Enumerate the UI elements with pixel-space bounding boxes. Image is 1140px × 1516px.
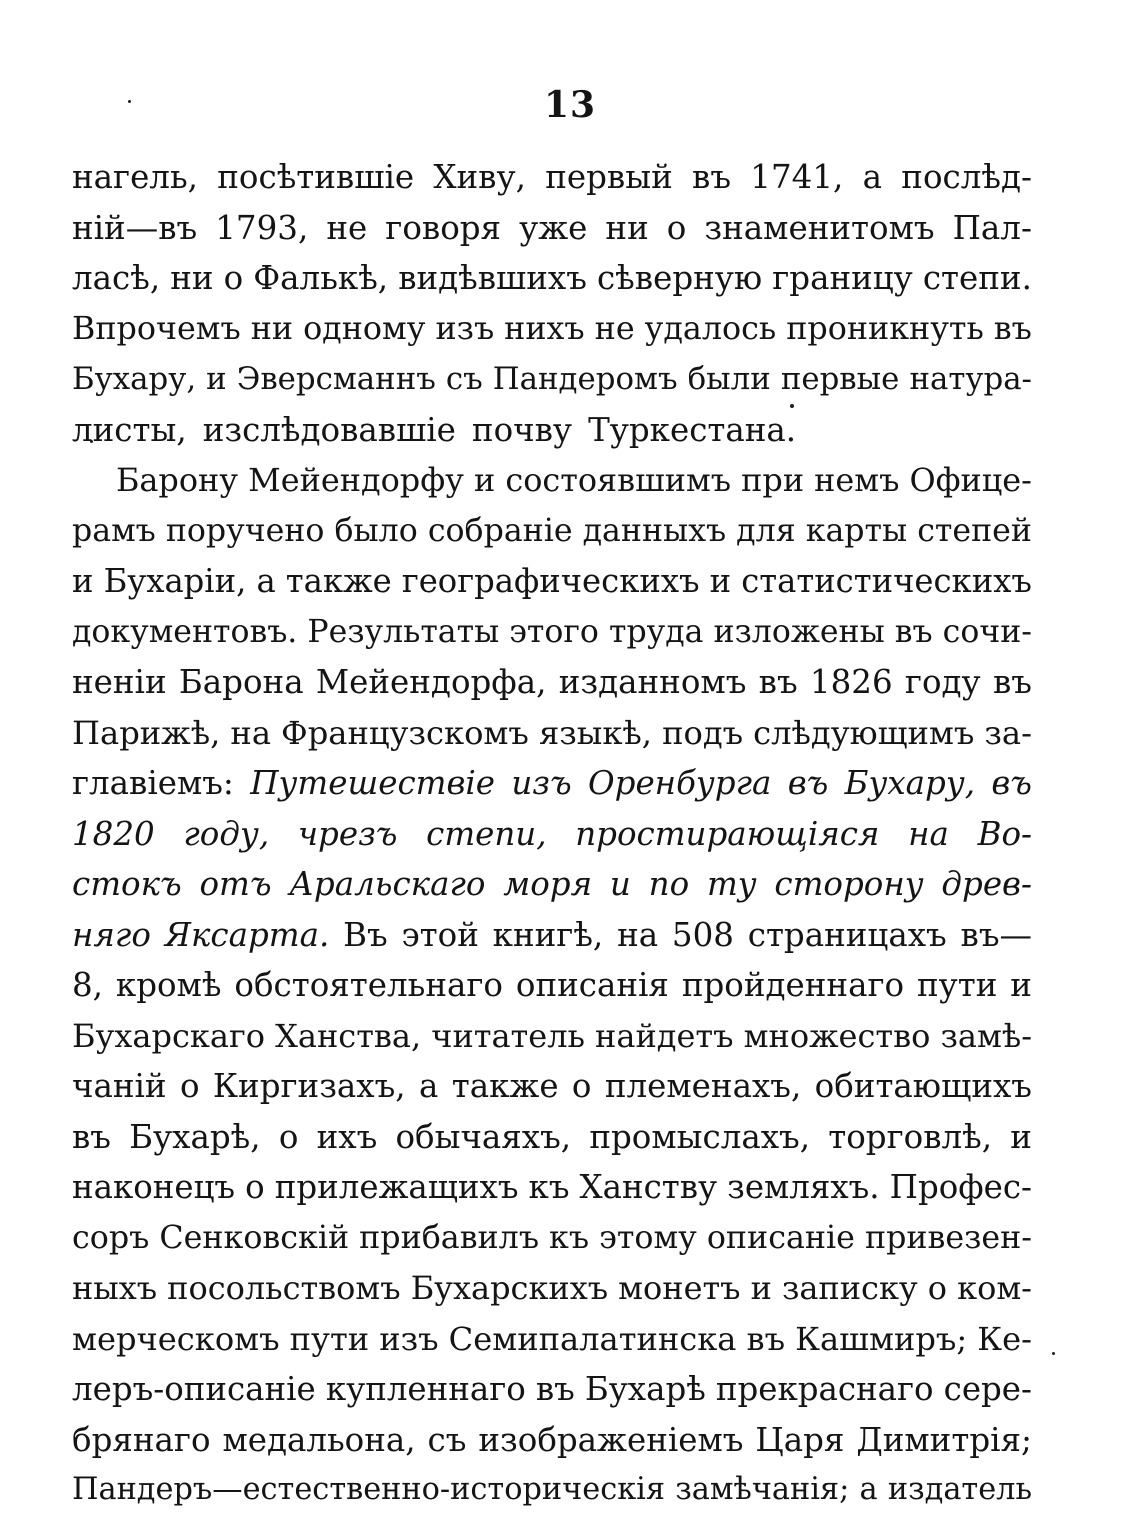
word: 8, <box>72 966 104 1004</box>
word: Киргизахъ, <box>212 1067 406 1105</box>
word: ком- <box>957 1269 1032 1307</box>
word: монетъ <box>618 1269 741 1307</box>
text-line <box>72 910 1032 961</box>
word: слѣдующимъ <box>753 713 975 752</box>
word: Барона <box>178 663 304 701</box>
word: не <box>326 208 368 247</box>
italic-word: степи, <box>426 814 547 853</box>
word: удалось <box>644 310 777 347</box>
word: къ <box>549 1219 590 1256</box>
text-line <box>72 1263 1032 1314</box>
text-line <box>72 1213 1032 1264</box>
word: Семипалатинска <box>448 1319 737 1358</box>
word: Въ <box>343 915 388 954</box>
italic-word: и <box>609 865 631 903</box>
word: 508 <box>671 915 734 954</box>
word: Фалькѣ, <box>253 259 389 297</box>
word: Ханству <box>579 1168 718 1206</box>
word: языкѣ, <box>538 713 653 752</box>
word: также <box>451 1067 559 1105</box>
paragraph-first-line <box>72 455 1032 506</box>
word: о <box>571 1067 592 1105</box>
word: не <box>594 310 635 347</box>
word: Бухарѣ, <box>129 1117 261 1156</box>
word: соръ <box>72 1219 150 1256</box>
page-number: 13 <box>543 84 597 126</box>
word: племенахъ, <box>604 1067 802 1105</box>
word: въ <box>72 1117 111 1156</box>
word: и <box>206 361 227 397</box>
word: въ <box>894 613 933 650</box>
text-line <box>72 506 1032 557</box>
word: поручено <box>165 512 325 549</box>
word: состоявшимъ <box>505 461 732 499</box>
word: Царя <box>755 1420 845 1459</box>
word: въ <box>692 158 731 196</box>
word: съ <box>427 1420 467 1459</box>
italic-word: Яксарта. <box>164 915 330 954</box>
italic-word: по <box>648 865 690 903</box>
word: ній—въ <box>72 208 198 247</box>
word: были <box>687 361 771 397</box>
word: сѣверную <box>596 259 763 297</box>
word: было <box>334 512 418 549</box>
word: Ке- <box>977 1319 1032 1358</box>
word: и <box>1010 966 1032 1004</box>
word: знаменитомъ <box>704 208 935 247</box>
word: Впрочемъ <box>72 310 241 347</box>
word: въ <box>746 1319 786 1358</box>
word: брянаго <box>72 1420 211 1459</box>
word: земляхъ. <box>727 1168 880 1206</box>
word: рамъ <box>72 512 156 549</box>
italic-word: Путешествіе <box>250 764 496 802</box>
italic-word: 1820 <box>72 814 155 853</box>
word: Пандеръ—естественно-историческія <box>72 1472 666 1507</box>
text-line <box>72 1415 1032 1466</box>
word: сочи- <box>942 613 1032 650</box>
word: географическихъ <box>401 562 700 600</box>
word: Бухарѣ <box>584 1370 706 1408</box>
word: Сенковскій <box>159 1219 350 1256</box>
text-line <box>72 1011 1032 1062</box>
print-speck <box>1052 1352 1055 1355</box>
word: этому <box>599 1219 697 1256</box>
text-line <box>72 1162 1032 1213</box>
word: книгѣ, <box>492 915 604 954</box>
word: обитающихъ <box>814 1067 1032 1105</box>
word: замѣчанія; <box>675 1472 850 1507</box>
word: Ханства, <box>275 1016 422 1055</box>
word: этого <box>509 613 599 650</box>
italic-word: Бухару, <box>844 764 976 802</box>
text-line <box>72 203 1032 254</box>
word: первый <box>545 158 673 196</box>
text-line <box>72 809 1032 860</box>
word: Бухарскаго <box>72 1016 265 1055</box>
word: въ— <box>960 915 1032 954</box>
word: изображеніемъ <box>478 1420 744 1459</box>
word: пути <box>289 1319 370 1358</box>
word: замѣ- <box>940 1016 1032 1055</box>
word: и <box>72 562 94 600</box>
word: найдетъ <box>595 1016 734 1055</box>
italic-word: году, <box>183 814 270 853</box>
text-line <box>72 152 1032 203</box>
text-line <box>72 960 1032 1011</box>
word: для <box>736 512 796 549</box>
word: издатель <box>887 1472 1032 1507</box>
italic-word: ту <box>706 865 757 903</box>
word: ласѣ, <box>72 259 161 297</box>
word: данныхъ <box>582 512 727 549</box>
word: немъ <box>814 461 900 499</box>
word: 1826 <box>809 663 893 701</box>
word: Бухаріи, <box>103 562 247 600</box>
word: а <box>862 158 882 196</box>
italic-word: древ- <box>941 865 1032 903</box>
word: записку <box>781 1269 918 1307</box>
word: собраніе <box>427 512 573 549</box>
italic-word: Во- <box>977 814 1032 853</box>
word: торговлѣ, <box>828 1117 993 1156</box>
word: степи. <box>922 259 1032 297</box>
word: пути <box>916 966 998 1004</box>
word: прилежащихъ <box>274 1168 519 1206</box>
word: при <box>741 461 805 499</box>
word: посольствомъ <box>167 1269 401 1307</box>
word: къ <box>528 1168 570 1206</box>
word: одному <box>303 310 426 347</box>
italic-word: моря <box>503 865 593 903</box>
word: ныхъ <box>72 1269 158 1307</box>
word: изслѣдовавшіе <box>202 410 456 449</box>
word: подъ <box>662 713 744 752</box>
word: послѣд- <box>901 158 1032 196</box>
text-line <box>72 657 1032 708</box>
text-line <box>72 253 1032 304</box>
word: изданномъ <box>558 663 747 701</box>
word: Французскомъ <box>281 713 529 752</box>
word: ни <box>250 310 294 347</box>
word: ихъ <box>316 1117 378 1156</box>
italic-word: Аральскаго <box>289 865 486 903</box>
word: изложены <box>713 613 885 650</box>
word: обстоятельнаго <box>234 966 503 1004</box>
italic-word: въ <box>991 764 1032 802</box>
word: а <box>419 1067 439 1105</box>
word: изъ <box>379 1319 439 1358</box>
word: на <box>230 713 271 752</box>
text-line <box>72 405 1032 456</box>
word: а <box>859 1472 878 1507</box>
word: о <box>223 259 244 297</box>
word: страницахъ <box>747 915 947 954</box>
word: чаній <box>72 1067 167 1105</box>
text-line <box>72 859 1032 910</box>
word: въ <box>993 310 1032 347</box>
word: Туркестана. <box>588 410 797 449</box>
word: Офице- <box>909 461 1032 499</box>
word: Результаты <box>307 613 500 650</box>
word: ни <box>605 208 649 247</box>
body-text <box>72 152 1032 1516</box>
word: 1741, <box>750 158 844 196</box>
word: въ <box>758 663 798 701</box>
word: статистическихъ <box>741 562 1032 600</box>
text-line <box>72 1465 1032 1516</box>
italic-word: няго <box>72 915 151 954</box>
word: этой <box>401 915 479 954</box>
word: неніи <box>72 663 167 701</box>
word: Парижѣ, <box>72 713 221 752</box>
text-line <box>72 1364 1032 1415</box>
word: о <box>666 208 687 247</box>
word: о <box>278 1117 299 1156</box>
word: документовъ. <box>72 613 298 650</box>
word: изъ <box>435 310 495 347</box>
text-line <box>72 1061 1032 1112</box>
word: границу <box>772 259 913 297</box>
text-line <box>72 758 1032 809</box>
word: наконецъ <box>72 1168 236 1206</box>
word: прибавилъ <box>359 1219 539 1256</box>
word: Димитрія; <box>856 1420 1032 1459</box>
word: посѣтившіе <box>217 158 415 196</box>
word: мерческомъ <box>72 1319 280 1358</box>
word: медальона, <box>222 1420 416 1459</box>
text-line <box>72 304 1032 355</box>
word: видѣвшихъ <box>398 259 587 297</box>
text-line <box>72 708 1032 759</box>
word: на <box>617 915 659 954</box>
word: ни <box>170 259 214 297</box>
word: Бухарскихъ <box>410 1269 609 1307</box>
word: о <box>245 1168 265 1206</box>
italic-word: Оренбурга <box>588 764 772 802</box>
text-line <box>72 354 1032 405</box>
word: и <box>709 562 732 600</box>
text-line <box>72 607 1032 658</box>
word: также <box>285 562 392 600</box>
italic-word: чрезъ <box>297 814 398 853</box>
italic-word: отъ <box>199 865 272 903</box>
italic-word: сторону <box>774 865 924 903</box>
word: нихъ <box>504 310 585 347</box>
word: Хиву, <box>433 158 526 196</box>
italic-word: простирающіяся <box>575 814 880 853</box>
word: леръ-описаніе <box>72 1370 316 1408</box>
word: листы, <box>72 410 187 449</box>
italic-word: стокъ <box>72 865 182 903</box>
word: Мейендорфу <box>248 461 464 499</box>
word: степей <box>917 512 1032 549</box>
word: описанія <box>515 966 669 1004</box>
word: 1793, <box>215 208 309 247</box>
word: за- <box>984 713 1032 752</box>
word: почву <box>471 410 573 449</box>
word: промыслахъ, <box>589 1117 811 1156</box>
word: купленнаго <box>325 1370 526 1408</box>
italic-word: въ <box>787 764 829 802</box>
word: уже <box>519 208 588 247</box>
word: съ <box>445 361 483 397</box>
word: кромѣ <box>115 966 222 1004</box>
word: прекраснаго <box>715 1370 934 1408</box>
word: Эверсманнъ <box>236 361 436 397</box>
word: Пал- <box>952 208 1032 247</box>
word: нагель, <box>72 158 198 196</box>
word: привезен- <box>864 1219 1032 1256</box>
word: а <box>256 562 276 600</box>
word: натура- <box>909 361 1032 397</box>
word: читатель <box>431 1016 585 1055</box>
word: пройденнаго <box>681 966 905 1004</box>
word: труда <box>608 613 704 650</box>
word: множество <box>743 1016 931 1055</box>
word: и <box>750 1269 772 1307</box>
word: и <box>1010 1117 1032 1156</box>
word: сере- <box>943 1370 1032 1408</box>
text-line <box>72 556 1032 607</box>
word: Профес- <box>889 1168 1032 1206</box>
word: Бухару, <box>72 361 197 397</box>
word: Мейендорфа, <box>315 663 547 701</box>
word: карты <box>805 512 908 549</box>
word: о <box>179 1067 200 1105</box>
italic-word: на <box>908 814 949 853</box>
word: и <box>474 461 496 499</box>
word: первые <box>780 361 900 397</box>
word: въ <box>535 1370 575 1408</box>
print-speck <box>128 100 131 103</box>
text-line <box>72 1112 1032 1163</box>
italic-word: изъ <box>511 764 572 802</box>
word: Барону <box>116 461 239 499</box>
word: проникнуть <box>786 310 984 347</box>
word: году <box>904 663 981 701</box>
text-line <box>72 1314 1032 1365</box>
word: описаніе <box>706 1219 855 1256</box>
word: обычаяхъ, <box>395 1117 572 1156</box>
word: Пандеромъ <box>492 361 678 397</box>
word: о <box>927 1269 948 1307</box>
word: въ <box>992 663 1032 701</box>
word: главіемъ: <box>72 764 234 802</box>
word: говоря <box>385 208 502 247</box>
word: Кашмиръ; <box>795 1319 968 1358</box>
